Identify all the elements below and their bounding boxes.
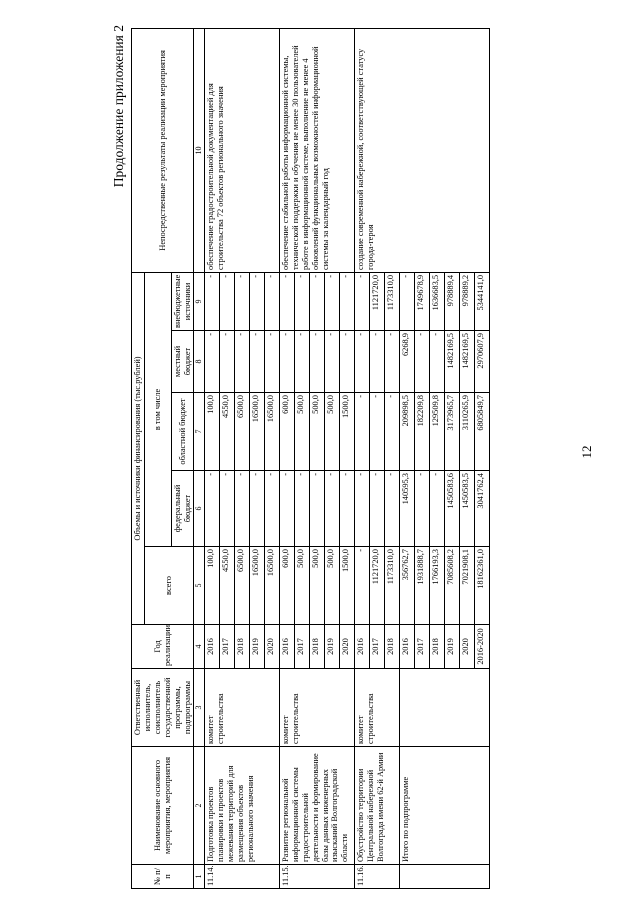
cell-year: 2020 (264, 625, 279, 669)
cell-regional: 3110265,9 (459, 393, 474, 471)
cell-regional: 6500,0 (234, 393, 249, 471)
cell-extra: 1121720,0 (369, 272, 384, 330)
cell-regional: 182209,8 (414, 393, 429, 471)
header-no: № п/п (132, 865, 194, 889)
cell-total: 18162361,0 (474, 547, 489, 625)
cell-extra: 978889,2 (459, 272, 474, 330)
cell-local: - (369, 331, 384, 393)
header-total: всего (144, 547, 194, 625)
cell-total: 500,0 (294, 547, 309, 625)
cell-year: 2018 (234, 625, 249, 669)
column-number: 2 (194, 747, 204, 865)
cell-year: 2016-2020 (474, 625, 489, 669)
cell-extra: - (339, 272, 354, 330)
cell-federal: - (294, 471, 309, 547)
cell-extra: - (279, 272, 294, 330)
cell-local: - (429, 331, 444, 393)
cell-extra: 1749678,9 (414, 272, 429, 330)
cell-extra: - (264, 272, 279, 330)
cell-local: 2970607,9 (474, 331, 489, 393)
cell-federal: - (354, 471, 369, 547)
cell-total: 1500,0 (339, 547, 354, 625)
cell-federal: - (384, 471, 399, 547)
cell-year: 2019 (444, 625, 459, 669)
cell-total: 7021908,1 (459, 547, 474, 625)
cell-federal: - (219, 471, 234, 547)
cell-local: - (219, 331, 234, 393)
header-responsible: Ответственный исполнитель, соисполнитель государственной программы, подпрограммы (132, 669, 194, 747)
cell-total: 4550,0 (219, 547, 234, 625)
cell-federal: - (324, 471, 339, 547)
column-number: 6 (194, 471, 204, 547)
cell-extra: - (219, 272, 234, 330)
cell-regional: 3173965,7 (444, 393, 459, 471)
cell-federal: - (204, 471, 219, 547)
header-result: Непосредственные результаты реализации мероприятия (132, 28, 194, 272)
cell-total: 16500,0 (264, 547, 279, 625)
cell-local: - (294, 331, 309, 393)
cell-year: 2016 (279, 625, 294, 669)
cell-year: 2016 (399, 625, 414, 669)
cell-total: 500,0 (324, 547, 339, 625)
cell-federal: - (309, 471, 324, 547)
cell-federal: - (369, 471, 384, 547)
cell-extra: - (204, 272, 219, 330)
cell-regional: 1500,0 (339, 393, 354, 471)
cell-regional: 129509,8 (429, 393, 444, 471)
cell-extra: - (294, 272, 309, 330)
cell-regional: 6805849,7 (474, 393, 489, 471)
cell-year: 2016 (204, 625, 219, 669)
cell-local: - (234, 331, 249, 393)
cell-federal: - (429, 471, 444, 547)
cell-year: 2020 (459, 625, 474, 669)
header-local: местный бюджет (171, 331, 194, 393)
cell-regional: - (354, 393, 369, 471)
cell-federal: - (234, 471, 249, 547)
cell-total: 600,0 (279, 547, 294, 625)
cell-federal: 1450583,6 (444, 471, 459, 547)
cell-extra: - (249, 272, 264, 330)
column-number: 4 (194, 625, 204, 669)
cell-year: 2018 (429, 625, 444, 669)
item-result: создание современной набережной, соответствующей статусу города-героя (354, 28, 489, 272)
cell-regional: 209898,5 (399, 393, 414, 471)
cell-year: 2016 (354, 625, 369, 669)
cell-local: - (249, 331, 264, 393)
cell-regional: 16500,0 (249, 393, 264, 471)
cell-federal: - (339, 471, 354, 547)
cell-local: - (354, 331, 369, 393)
cell-extra: 1636683,5 (429, 272, 444, 330)
cell-extra: - (399, 272, 414, 330)
cell-regional: 600,0 (279, 393, 294, 471)
cell-total: 1121720,0 (369, 547, 384, 625)
cell-extra: 1173310,0 (384, 272, 399, 330)
subtotal-label: Итого по подпрограмме (399, 747, 489, 865)
cell-local: - (264, 331, 279, 393)
cell-local: - (339, 331, 354, 393)
item-result: обеспечение стабильной работы информационной системы, технической поддержки и обучения не менее 30 пользователей работе в информационной системе, выполнение не менее 4 обновлений функциональных возможностей информационной системы за календарный год (279, 28, 354, 272)
cell-regional: 100,0 (204, 393, 219, 471)
cell-year: 2017 (414, 625, 429, 669)
rotated-page (113, 19, 525, 889)
cell-extra: - (324, 272, 339, 330)
column-number: 1 (194, 865, 204, 889)
table-row (354, 28, 369, 888)
cell-local: 1482169,5 (444, 331, 459, 393)
cell-total: 356762,7 (399, 547, 414, 625)
cell-year: 2018 (384, 625, 399, 669)
cell-regional: 4550,0 (219, 393, 234, 471)
subtotal-responsible (399, 669, 489, 747)
cell-extra: 978889,4 (444, 272, 459, 330)
header-regional: областной бюджет (171, 393, 194, 471)
continuation-caption: Продолжение приложения 2 (111, 25, 126, 188)
item-number: 11.14. (204, 865, 279, 889)
header-funding: Объемы и источники финансирования (тыс.рублей) (132, 272, 145, 624)
cell-total: 100,0 (204, 547, 219, 625)
cell-federal: - (249, 471, 264, 547)
column-number: 10 (194, 28, 204, 272)
subtotal-number (399, 865, 489, 889)
cell-extra: - (234, 272, 249, 330)
cell-total: 6500,0 (234, 547, 249, 625)
column-number: 7 (194, 393, 204, 471)
item-responsible: комитет строительства (279, 669, 354, 747)
cell-year: 2017 (369, 625, 384, 669)
item-responsible: комитет строительства (354, 669, 399, 747)
header-federal: федеральный бюджет (171, 471, 194, 547)
item-number: 11.15. (279, 865, 354, 889)
header-including: в том числе (144, 272, 171, 546)
cell-regional: - (369, 393, 384, 471)
cell-federal: - (414, 471, 429, 547)
cell-local: 1482169,5 (459, 331, 474, 393)
cell-total: 1931888,7 (414, 547, 429, 625)
cell-extra: - (309, 272, 324, 330)
cell-local: - (324, 331, 339, 393)
header-name: Наименование основного мероприятия, мероприятия (132, 747, 194, 865)
cell-regional: 16500,0 (264, 393, 279, 471)
cell-local: - (414, 331, 429, 393)
item-name: Подготовка проектов планировки и проектов межевания территорий для размещения объектов регионального значения (204, 747, 279, 865)
cell-regional: 500,0 (294, 393, 309, 471)
item-name: Обустройство территории Центральной набережной Волгограда имени 62-й Армии (354, 747, 399, 865)
page-number: 12 (579, 445, 594, 459)
cell-federal: - (264, 471, 279, 547)
cell-federal: 1450583,5 (459, 471, 474, 547)
item-number: 11.16. (354, 865, 399, 889)
column-number: 3 (194, 669, 204, 747)
item-result: обеспечение градостроительной документацией для строительства 72 объектов регионального значения (204, 28, 279, 272)
cell-year: 2019 (249, 625, 264, 669)
cell-federal: - (279, 471, 294, 547)
cell-year: 2019 (324, 625, 339, 669)
header-year: Год реализации (132, 625, 194, 669)
cell-extra: - (354, 272, 369, 330)
cell-total: 7085608,2 (444, 547, 459, 625)
cell-year: 2017 (294, 625, 309, 669)
cell-total: 1766193,3 (429, 547, 444, 625)
header-extrabudget: внебюджетные источники (171, 272, 194, 330)
cell-local: 6268,9 (399, 331, 414, 393)
cell-total: 1173310,0 (384, 547, 399, 625)
cell-extra: 5344141,0 (474, 272, 489, 330)
column-number: 9 (194, 272, 204, 330)
column-number: 8 (194, 331, 204, 393)
table-row (279, 28, 294, 888)
cell-total: 500,0 (309, 547, 324, 625)
cell-regional: 500,0 (309, 393, 324, 471)
cell-year: 2020 (339, 625, 354, 669)
cell-local: - (384, 331, 399, 393)
item-name: Развитие региональной информационной системы градостроительной деятельности и формирование базы данных инженерных изысканий Волгоградской области (279, 747, 354, 865)
cell-total: 16500,0 (249, 547, 264, 625)
cell-federal: 140595,3 (399, 471, 414, 547)
cell-federal: 3041762,4 (474, 471, 489, 547)
cell-total: - (354, 547, 369, 625)
funding-table (131, 28, 490, 889)
column-number: 5 (194, 547, 204, 625)
cell-local: - (204, 331, 219, 393)
cell-year: 2017 (219, 625, 234, 669)
cell-local: - (279, 331, 294, 393)
table-row (204, 28, 219, 888)
item-responsible: комитет строительства (204, 669, 279, 747)
cell-local: - (309, 331, 324, 393)
cell-regional: 500,0 (324, 393, 339, 471)
cell-year: 2018 (309, 625, 324, 669)
cell-regional: - (384, 393, 399, 471)
